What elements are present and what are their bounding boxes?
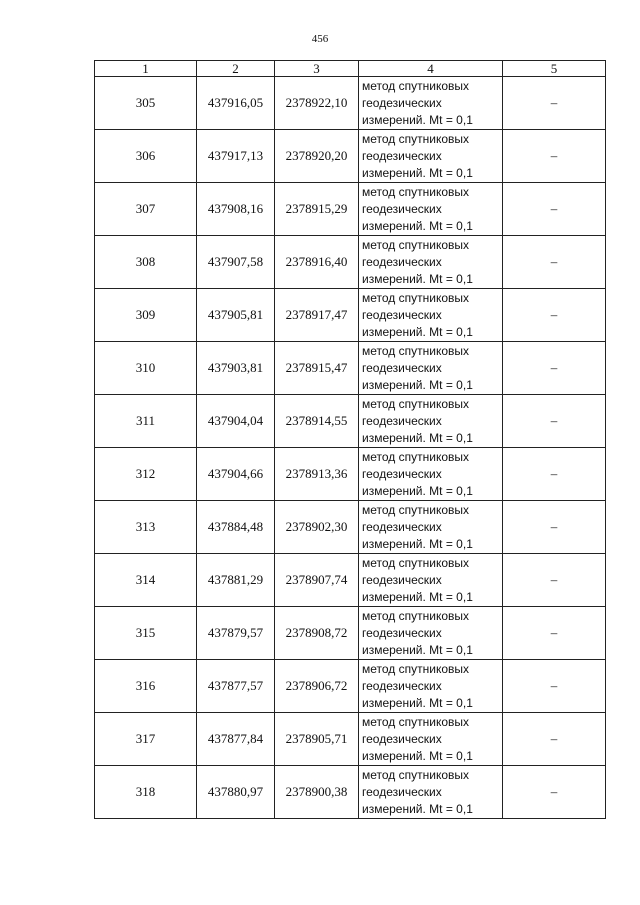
x-coordinate-cell: 437903,81 — [197, 342, 275, 395]
x-coordinate-cell: 437907,58 — [197, 236, 275, 289]
point-number-cell: 317 — [95, 713, 197, 766]
header-col-1: 1 — [95, 61, 197, 77]
note-cell: – — [503, 236, 606, 289]
y-coordinate-cell: 2378915,29 — [275, 183, 359, 236]
table-row — [95, 130, 606, 183]
note-cell: – — [503, 713, 606, 766]
y-coordinate-cell: 2378917,47 — [275, 289, 359, 342]
table-row — [95, 448, 606, 501]
point-number-cell: 318 — [95, 766, 197, 819]
note-cell: – — [503, 342, 606, 395]
table-row — [95, 554, 606, 607]
note-cell: – — [503, 766, 606, 819]
note-cell: – — [503, 395, 606, 448]
x-coordinate-cell: 437917,13 — [197, 130, 275, 183]
point-number-cell: 305 — [95, 77, 197, 130]
method-cell: метод спутниковых геодезических измерений. Mt = 0,1 — [359, 289, 503, 342]
point-number-cell: 309 — [95, 289, 197, 342]
point-number-cell: 307 — [95, 183, 197, 236]
y-coordinate-cell: 2378906,72 — [275, 660, 359, 713]
table-row — [95, 183, 606, 236]
table-row — [95, 342, 606, 395]
header-col-4: 4 — [359, 61, 503, 77]
table-row — [95, 766, 606, 819]
x-coordinate-cell: 437916,05 — [197, 77, 275, 130]
table-row — [95, 713, 606, 766]
method-cell: метод спутниковых геодезических измерений. Mt = 0,1 — [359, 183, 503, 236]
y-coordinate-cell: 2378920,20 — [275, 130, 359, 183]
table-row — [95, 289, 606, 342]
note-cell: – — [503, 448, 606, 501]
y-coordinate-cell: 2378907,74 — [275, 554, 359, 607]
coordinates-table — [94, 60, 606, 819]
note-cell: – — [503, 607, 606, 660]
x-coordinate-cell: 437884,48 — [197, 501, 275, 554]
table-row — [95, 607, 606, 660]
point-number-cell: 306 — [95, 130, 197, 183]
note-cell: – — [503, 130, 606, 183]
note-cell: – — [503, 183, 606, 236]
point-number-cell: 314 — [95, 554, 197, 607]
method-cell: метод спутниковых геодезических измерений. Mt = 0,1 — [359, 77, 503, 130]
y-coordinate-cell: 2378914,55 — [275, 395, 359, 448]
note-cell: – — [503, 660, 606, 713]
x-coordinate-cell: 437908,16 — [197, 183, 275, 236]
x-coordinate-cell: 437880,97 — [197, 766, 275, 819]
table-row — [95, 236, 606, 289]
table-row — [95, 660, 606, 713]
point-number-cell: 315 — [95, 607, 197, 660]
y-coordinate-cell: 2378902,30 — [275, 501, 359, 554]
point-number-cell: 316 — [95, 660, 197, 713]
note-cell: – — [503, 77, 606, 130]
x-coordinate-cell: 437904,66 — [197, 448, 275, 501]
y-coordinate-cell: 2378916,40 — [275, 236, 359, 289]
note-cell: – — [503, 554, 606, 607]
table-header-row — [95, 61, 606, 77]
table-row — [95, 77, 606, 130]
table-body — [95, 77, 606, 819]
method-cell: метод спутниковых геодезических измерений. Mt = 0,1 — [359, 130, 503, 183]
header-col-2: 2 — [197, 61, 275, 77]
x-coordinate-cell: 437879,57 — [197, 607, 275, 660]
note-cell: – — [503, 501, 606, 554]
table-row — [95, 395, 606, 448]
method-cell: метод спутниковых геодезических измерений. Mt = 0,1 — [359, 501, 503, 554]
method-cell: метод спутниковых геодезических измерений. Mt = 0,1 — [359, 607, 503, 660]
method-cell: метод спутниковых геодезических измерений. Mt = 0,1 — [359, 713, 503, 766]
y-coordinate-cell: 2378913,36 — [275, 448, 359, 501]
point-number-cell: 310 — [95, 342, 197, 395]
point-number-cell: 311 — [95, 395, 197, 448]
x-coordinate-cell: 437877,57 — [197, 660, 275, 713]
y-coordinate-cell: 2378905,71 — [275, 713, 359, 766]
method-cell: метод спутниковых геодезических измерений. Mt = 0,1 — [359, 395, 503, 448]
method-cell: метод спутниковых геодезических измерений. Mt = 0,1 — [359, 660, 503, 713]
header-col-5: 5 — [503, 61, 606, 77]
y-coordinate-cell: 2378922,10 — [275, 77, 359, 130]
y-coordinate-cell: 2378900,38 — [275, 766, 359, 819]
x-coordinate-cell: 437905,81 — [197, 289, 275, 342]
x-coordinate-cell: 437877,84 — [197, 713, 275, 766]
table-row — [95, 501, 606, 554]
page-number: 456 — [311, 33, 329, 45]
method-cell: метод спутниковых геодезических измерений. Mt = 0,1 — [359, 554, 503, 607]
note-cell: – — [503, 289, 606, 342]
y-coordinate-cell: 2378908,72 — [275, 607, 359, 660]
method-cell: метод спутниковых геодезических измерений. Mt = 0,1 — [359, 342, 503, 395]
method-cell: метод спутниковых геодезических измерений. Mt = 0,1 — [359, 448, 503, 501]
point-number-cell: 308 — [95, 236, 197, 289]
y-coordinate-cell: 2378915,47 — [275, 342, 359, 395]
method-cell: метод спутниковых геодезических измерений. Mt = 0,1 — [359, 766, 503, 819]
point-number-cell: 313 — [95, 501, 197, 554]
x-coordinate-cell: 437904,04 — [197, 395, 275, 448]
header-col-3: 3 — [275, 61, 359, 77]
point-number-cell: 312 — [95, 448, 197, 501]
x-coordinate-cell: 437881,29 — [197, 554, 275, 607]
method-cell: метод спутниковых геодезических измерений. Mt = 0,1 — [359, 236, 503, 289]
